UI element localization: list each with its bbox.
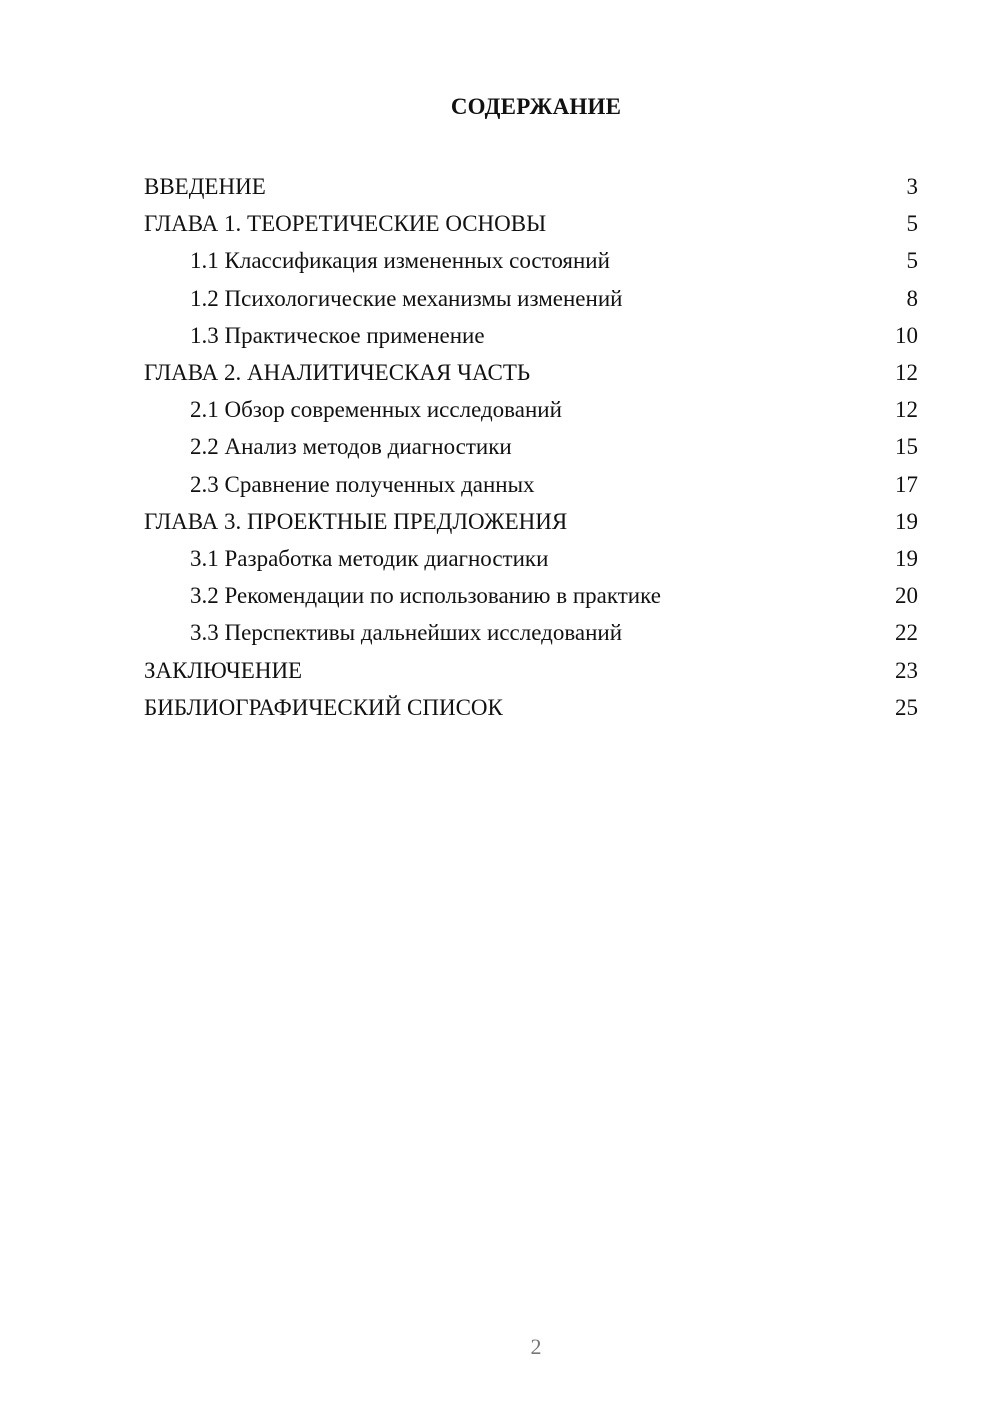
table-of-contents xyxy=(144,168,920,726)
toc-subsection-entry xyxy=(144,391,920,428)
toc-entry-page: 3 xyxy=(906,174,918,200)
toc-section-entry xyxy=(144,168,920,205)
toc-entry-page: 19 xyxy=(895,545,918,571)
toc-subsection-entry xyxy=(144,280,920,317)
toc-entry-page: 5 xyxy=(906,211,918,237)
toc-entry-label: ЗАКЛЮЧЕНИЕ xyxy=(144,657,303,683)
toc-entry-label: 2.1 Обзор современных исследований xyxy=(190,397,562,423)
toc-entry-page: 10 xyxy=(895,322,918,348)
toc-entry-label: 3.1 Разработка методик диагностики xyxy=(190,545,549,571)
toc-entry-page: 22 xyxy=(895,620,918,646)
page-title: СОДЕРЖАНИЕ xyxy=(450,94,622,119)
toc-entry-page: 15 xyxy=(895,434,918,460)
toc-subsection-entry xyxy=(144,242,920,279)
toc-subsection-entry xyxy=(144,428,920,465)
toc-entry-label: 1.1 Классификация измененных состояний xyxy=(190,248,610,274)
toc-entry-page: 20 xyxy=(895,583,918,609)
toc-entry-label: 3.2 Рекомендации по использованию в практике xyxy=(190,583,661,609)
toc-entry-label: 3.3 Перспективы дальнейших исследований xyxy=(190,620,623,646)
toc-entry-label: ГЛАВА 3. ПРОЕКТНЫЕ ПРЕДЛОЖЕНИЯ xyxy=(144,508,568,534)
toc-entry-page: 5 xyxy=(906,248,918,274)
toc-entry-label: БИБЛИОГРАФИЧЕСКИЙ СПИСОК xyxy=(144,694,503,720)
toc-subsection-entry xyxy=(144,577,920,614)
toc-section-entry xyxy=(144,205,920,242)
toc-entry-page: 25 xyxy=(895,694,918,720)
toc-subsection-entry xyxy=(144,540,920,577)
toc-subsection-entry xyxy=(144,317,920,354)
toc-entry-label: ВВЕДЕНИЕ xyxy=(144,174,266,200)
page-number: 2 xyxy=(530,1334,542,1359)
toc-entry-page: 23 xyxy=(895,657,918,683)
toc-entry-page: 12 xyxy=(895,360,918,386)
toc-subsection-entry xyxy=(144,466,920,503)
toc-entry-label: 2.3 Сравнение полученных данных xyxy=(190,471,535,497)
toc-subsection-entry xyxy=(144,614,920,651)
toc-section-entry xyxy=(144,689,920,726)
toc-section-entry xyxy=(144,354,920,391)
toc-entry-page: 17 xyxy=(895,471,918,497)
toc-entry-page: 8 xyxy=(906,285,918,311)
toc-entry-label: 1.3 Практическое применение xyxy=(190,322,485,348)
toc-entry-label: 1.2 Психологические механизмы изменений xyxy=(190,285,623,311)
toc-entry-page: 12 xyxy=(895,397,918,423)
toc-section-entry xyxy=(144,503,920,540)
toc-entry-label: 2.2 Анализ методов диагностики xyxy=(190,434,512,460)
toc-section-entry xyxy=(144,651,920,688)
toc-entry-label: ГЛАВА 2. АНАЛИТИЧЕСКАЯ ЧАСТЬ xyxy=(144,360,531,386)
toc-entry-label: ГЛАВА 1. ТЕОРЕТИЧЕСКИЕ ОСНОВЫ xyxy=(144,211,547,237)
toc-entry-page: 19 xyxy=(895,508,918,534)
